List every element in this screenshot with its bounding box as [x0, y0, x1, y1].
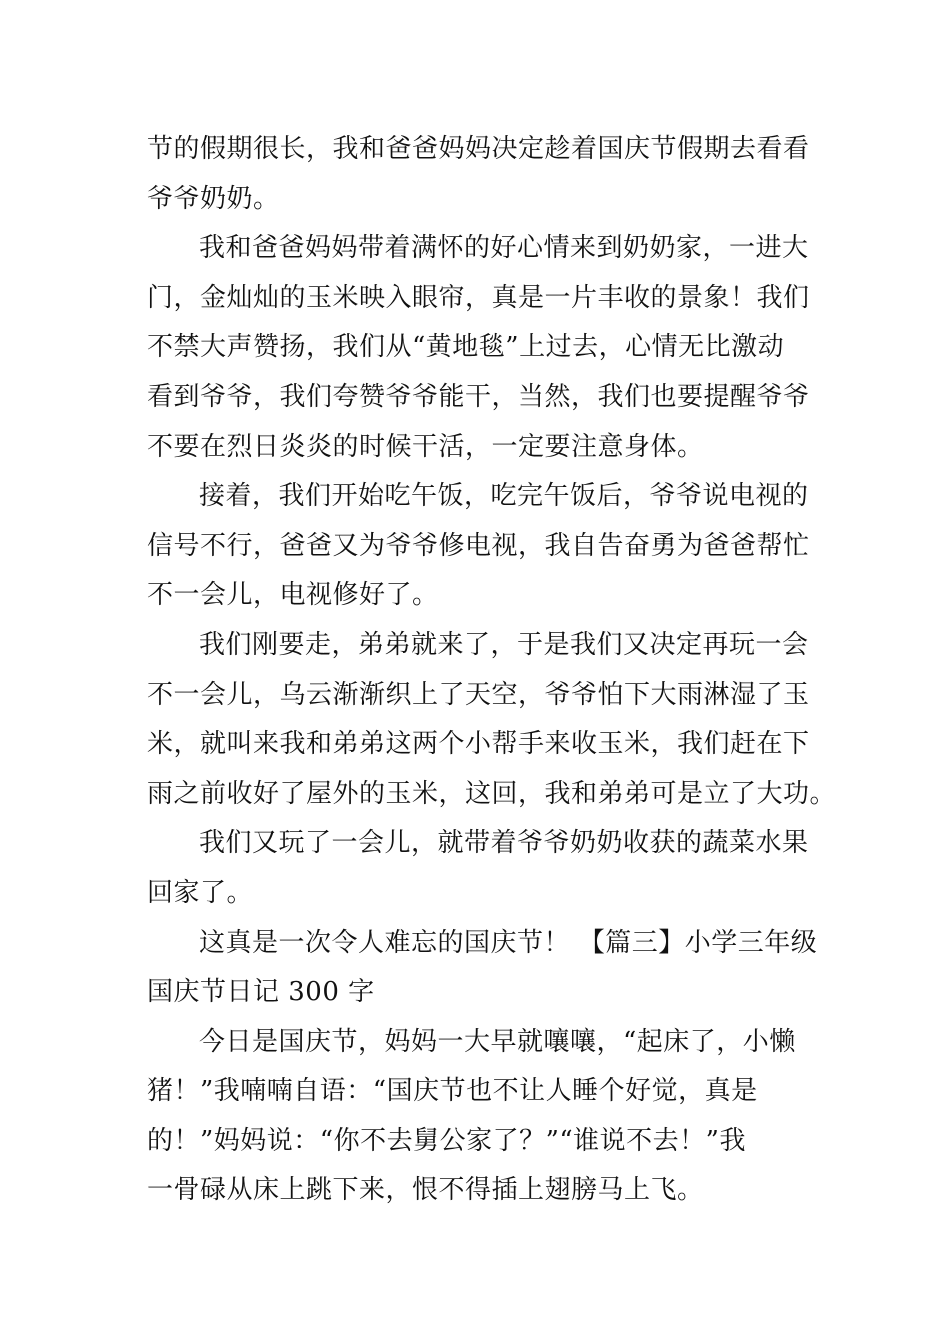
text-line: 门，金灿灿的玉米映入眼帘，真是一片丰收的景象！我们	[147, 282, 810, 313]
text-line: 我们刚要走，弟弟就来了，于是我们又决定再玩一会	[199, 629, 809, 660]
text-line: 不一会儿，电视修好了。	[147, 580, 439, 611]
text-line: 一骨碌从床上跳下来，恨不得插上翅膀马上飞。	[147, 1175, 704, 1206]
text-line: 雨之前收好了屋外的玉米，这回，我和弟弟可是立了大功。	[147, 778, 837, 809]
text-line: 不一会儿，乌云渐渐织上了天空，爷爷怕下大雨淋湿了玉	[147, 679, 810, 710]
text-line: 回家了。	[147, 877, 254, 908]
text-line: 不禁大声赞扬，我们从“黄地毯”上过去，心情无比激动	[147, 332, 785, 363]
text-line: 今日是国庆节，妈妈一大早就嚷嚷，“起床了，小懒	[199, 1026, 796, 1057]
text-line: 米，就叫来我和弟弟这两个小帮手来收玉米，我们赶在下	[147, 729, 810, 760]
text-line: 的！”妈妈说：“你不去舅公家了？”“谁说不去！”我	[147, 1125, 746, 1156]
text-line: 猪！”我喃喃自语：“国庆节也不让人睡个好觉，真是	[147, 1076, 758, 1107]
text-line: 爷爷奶奶。	[147, 183, 280, 214]
text-line: 节的假期很长，我和爸爸妈妈决定趁着国庆节假期去看看	[147, 134, 810, 164]
text-line: 信号不行，爸爸又为爷爷修电视，我自告奋勇为爸爸帮忙	[147, 530, 810, 561]
text-line: 这真是一次令人难忘的国庆节！ 【篇三】小学三年级	[199, 927, 818, 958]
text-line: 不要在烈日炎炎的时候干活，一定要注意身体。	[147, 431, 704, 462]
text-line: 国庆节日记 300 字	[147, 977, 375, 1008]
text-line: 接着，我们开始吃午饭，吃完午饭后，爷爷说电视的	[199, 481, 809, 512]
document-body	[147, 125, 837, 1216]
text-line: 我们又玩了一会儿，就带着爷爷奶奶收获的蔬菜水果	[199, 828, 809, 859]
text-line: 看到爷爷，我们夸赞爷爷能干，当然，我们也要提醒爷爷	[147, 381, 810, 412]
text-line: 我和爸爸妈妈带着满怀的好心情来到奶奶家，一进大	[199, 233, 809, 264]
